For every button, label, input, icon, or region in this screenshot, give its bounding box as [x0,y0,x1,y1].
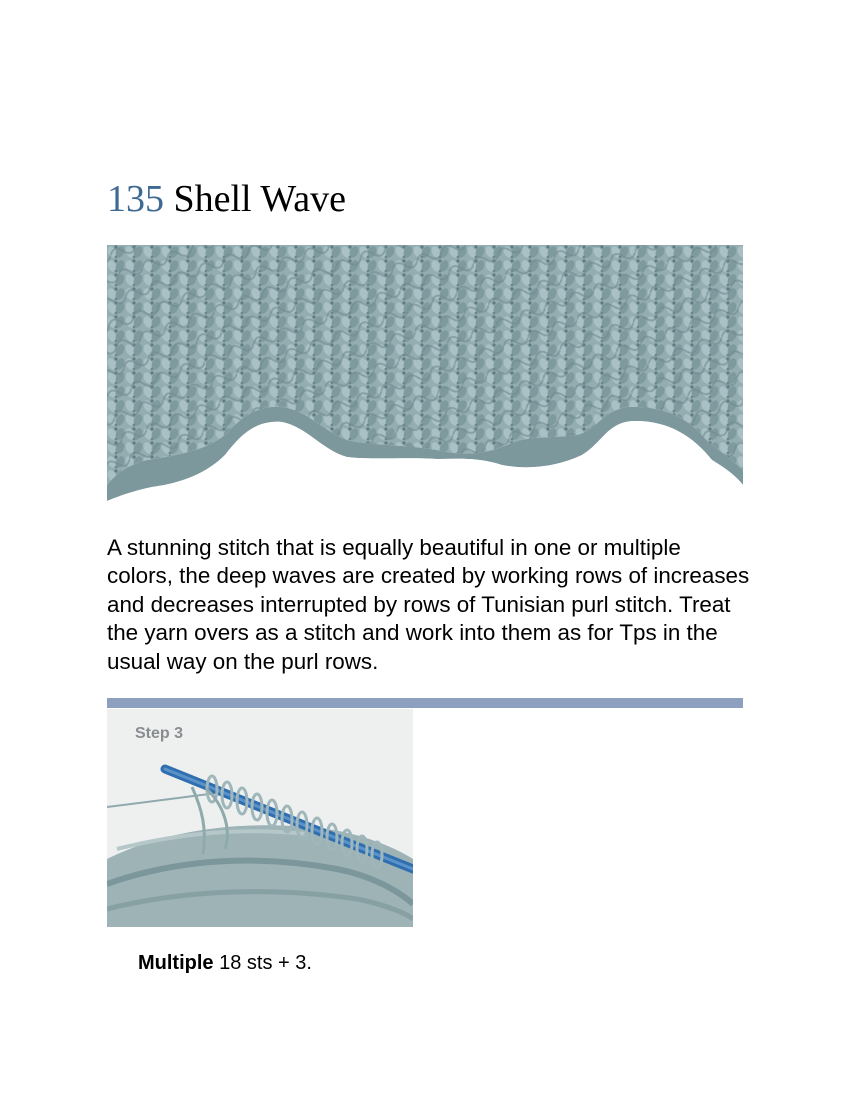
section-divider [107,698,743,708]
page-title [107,176,346,222]
pattern-description: A stunning stitch that is equally beautiful in one or multiple colors, the deep waves are created by working rows of increases and decreases interrupted by rows of Tunisian purl stitch. Treat the yarn overs as a stitch and work into them as for Tps in the usual way on the purl rows. [107,535,750,674]
stitch-multiple [138,950,312,976]
knitted-swatch-photo-icon [107,245,743,507]
pattern-number: 135 [107,178,164,220]
multiple-label: Multiple [138,952,214,974]
pattern-name: Shell Wave [173,178,346,220]
step-photo [107,709,413,927]
step-label: Step 3 [135,725,184,742]
multiple-value: 18 sts + 3. [219,952,312,974]
swatch-photo [107,245,743,507]
